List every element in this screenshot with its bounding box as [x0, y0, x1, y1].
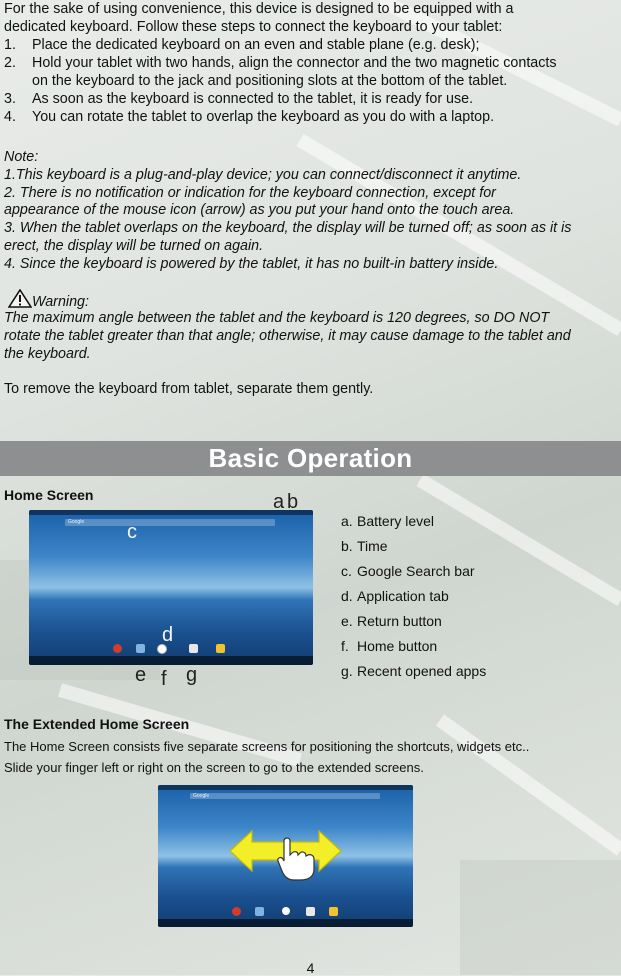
home-screen-legend: [341, 513, 486, 688]
legend-item: g. Recent opened apps: [341, 663, 487, 679]
intro-text: [4, 18, 616, 126]
remove-instruction: To remove the keyboard from tablet, separate them gently.: [4, 381, 374, 397]
step-3: 3. As soon as the keyboard is connected to the tablet, it is ready for use.: [4, 91, 474, 107]
hand-pointer-icon: [276, 837, 318, 881]
email-app-icon: [329, 907, 338, 916]
files-app-icon: [255, 907, 264, 916]
chrome-app-icon: [232, 907, 241, 916]
warning-line: rotate the tablet greater than that angle; otherwise, it may cause damage to the tablet and: [4, 328, 571, 344]
warning-heading: Warning:: [32, 294, 89, 310]
music-app-icon: [306, 907, 315, 916]
note-line: 4. Since the keyboard is powered by the tablet, it has no built-in battery inside.: [4, 256, 499, 272]
callout-c: c: [127, 521, 137, 543]
step-4: 4. You can rotate the tablet to overlap the keyboard as you do with a laptop.: [4, 109, 495, 125]
intro-line-2: dedicated keyboard. Follow these steps to connect the keyboard to your tablet:: [4, 19, 503, 35]
music-app-icon: [189, 644, 198, 653]
callout-f: f: [161, 668, 167, 690]
callout-a: a: [273, 491, 285, 513]
note-heading: Note:: [4, 149, 39, 165]
step-2: 2. Hold your tablet with two hands, align the connector and the two magnetic contacts on the keyboard to the jack and positioning slots at the bottom of the tablet.: [4, 55, 557, 89]
extended-line: Slide your finger left or right on the screen to go to the extended screens.: [4, 760, 424, 775]
navigation-bar: [158, 919, 413, 927]
note-line: erect, the display will be turned on again.: [4, 238, 264, 254]
legend-item: a. Battery level: [341, 513, 435, 529]
email-app-icon: [216, 644, 225, 653]
step-1: 1. Place the dedicated keyboard on an even and stable plane (e.g. desk);: [4, 37, 480, 53]
warning-heading-row: [4, 289, 89, 311]
section-banner: Basic Operation: [0, 441, 621, 476]
extended-screen-screenshot: [158, 785, 413, 927]
chrome-app-icon: [113, 644, 122, 653]
google-search-bar: Google: [190, 793, 380, 799]
callout-d: d: [162, 624, 174, 646]
status-bar: [29, 510, 313, 515]
legend-item: e. Return button: [341, 613, 442, 629]
intro-line-1: For the sake of using convenience, this device is designed to be equipped with a: [4, 1, 514, 17]
callout-e: e: [135, 664, 147, 686]
extended-line: The Home Screen consists five separate screens for positioning the shortcuts, widgets etc..: [4, 739, 530, 754]
page-number: 4: [306, 960, 315, 976]
note-line: 3. When the tablet overlaps on the keyboard, the display will be turned off; as soon as it is: [4, 220, 572, 236]
status-bar: [158, 785, 413, 790]
note-line: 1.This keyboard is a plug-and-play device; you can connect/disconnect it anytime.: [4, 167, 522, 183]
app-drawer-icon: [282, 907, 290, 915]
legend-item: c. Google Search bar: [341, 563, 475, 579]
warning-line: The maximum angle between the tablet and the keyboard is 120 degrees, so DO NOT: [4, 310, 550, 326]
callout-b: b: [287, 491, 299, 513]
home-screen-heading: Home Screen: [4, 487, 94, 503]
warning-line: the keyboard.: [4, 346, 91, 362]
legend-item: d. Application tab: [341, 588, 449, 604]
note-line: 2. There is no notification or indication for the keyboard connection, except for: [4, 185, 496, 201]
extended-home-heading: The Extended Home Screen: [4, 716, 190, 732]
legend-item: f. Home button: [341, 638, 438, 654]
callout-g: g: [186, 664, 198, 686]
legend-item: b. Time: [341, 538, 388, 554]
files-app-icon: [136, 644, 145, 653]
navigation-bar: [29, 656, 313, 665]
google-search-bar: Google: [65, 519, 275, 526]
note-line: appearance of the mouse icon (arrow) as you put your hand onto the touch area.: [4, 202, 515, 218]
warning-triangle-icon: [8, 289, 32, 308]
